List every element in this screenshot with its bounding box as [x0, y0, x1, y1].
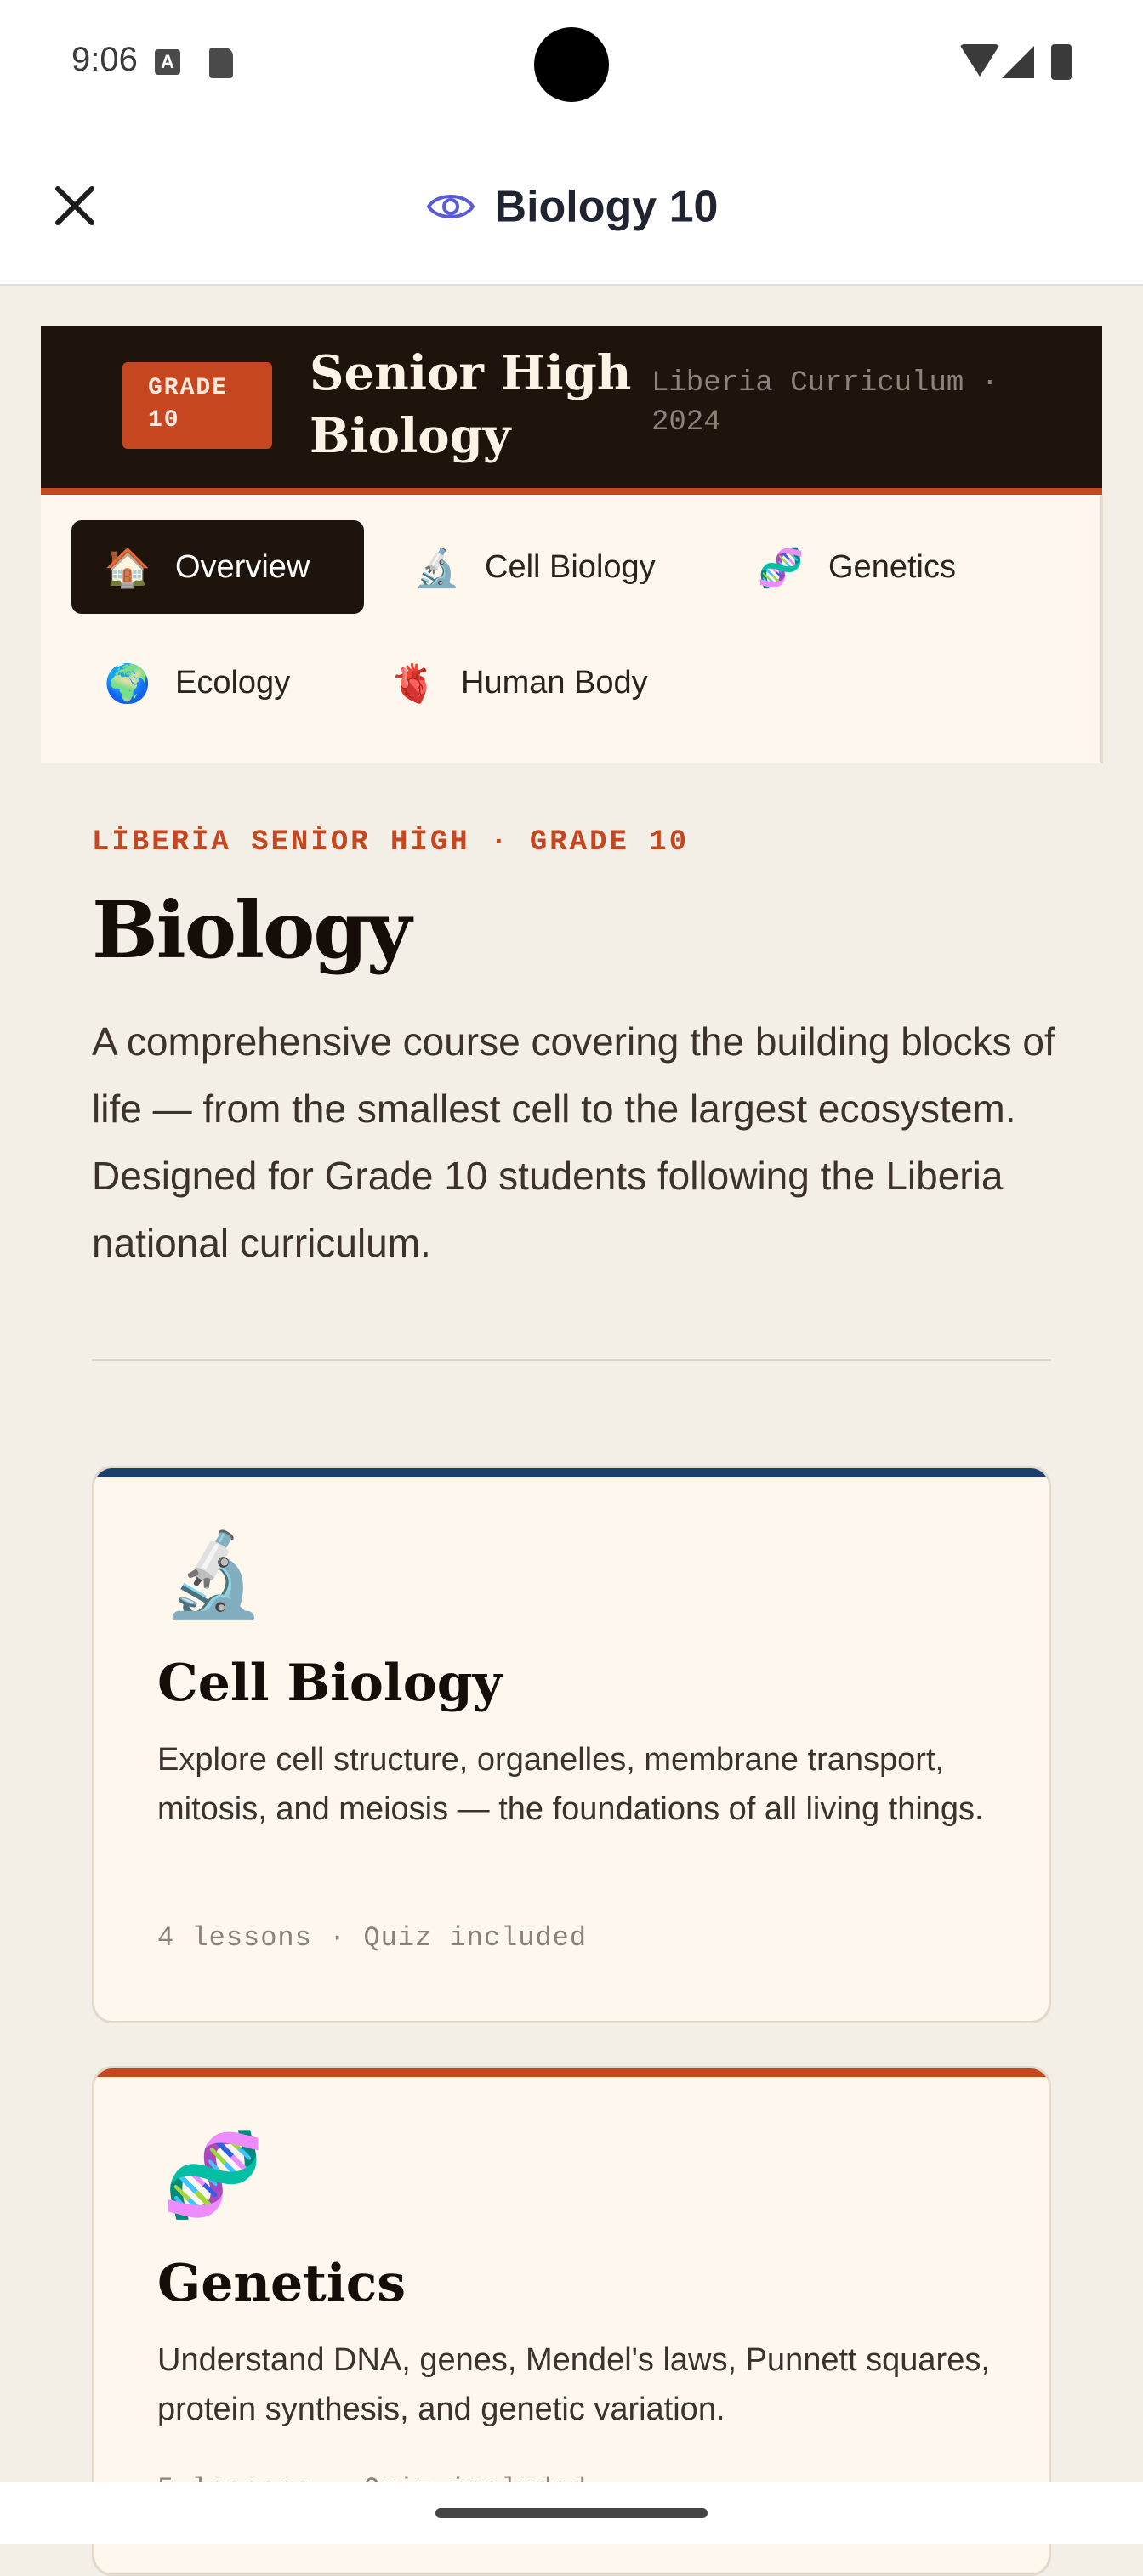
microscope-icon: 🔬 — [413, 547, 461, 589]
a-notification-icon: A — [155, 49, 180, 75]
card-description: Understand DNA, genes, Mendel's laws, Punnett squares, protein synthesis, and genetic variation. — [157, 2342, 990, 2427]
app-bar-title-row — [0, 179, 1143, 232]
app-bar — [0, 128, 1143, 286]
topic-card-cell-biology[interactable] — [92, 1466, 1051, 2023]
banner-title: Senior High Biology — [310, 345, 632, 464]
tab-label: Genetics — [828, 549, 956, 585]
home-gesture-handle[interactable] — [435, 2508, 708, 2518]
battery-icon — [1051, 44, 1072, 80]
card-title: Genetics — [157, 2254, 407, 2313]
card-description: Explore cell structure, organelles, membrane transport, mitosis, and meiosis — the foundations of all living things. — [157, 1742, 984, 1827]
topic-tabs — [41, 495, 1103, 763]
dna-icon: 🧬 — [162, 2130, 264, 2221]
course-eyebrow: LİBERİA SENİOR HİGH · GRADE 10 — [92, 826, 690, 859]
house-icon: 🏠 — [104, 547, 151, 589]
tab-label: Cell Biology — [485, 549, 656, 585]
app-bar-title: Biology 10 — [494, 182, 719, 232]
status-bar — [0, 0, 1143, 128]
banner-subtitle: Liberia Curriculum · 2024 — [651, 367, 999, 439]
eye-icon — [425, 190, 476, 224]
tab-label: Overview — [175, 549, 310, 585]
divider — [92, 1359, 1051, 1361]
heart-icon: 🫀 — [390, 662, 437, 705]
card-title: Cell Biology — [157, 1654, 503, 1713]
tab-label: Ecology — [175, 665, 291, 701]
card-accent-bar — [94, 2068, 1049, 2077]
tab-cell-biology[interactable] — [412, 520, 701, 614]
camera-cutout — [534, 27, 609, 102]
tab-genetics[interactable] — [755, 520, 1010, 614]
course-intro: A comprehensive course covering the building blocks of life — from the smallest cell to the largest ecosystem. Designed for Grade 10 students following the Liberia national curriculum. — [92, 1019, 1055, 1265]
tab-ecology[interactable] — [102, 636, 357, 729]
globe-icon: 🌍 — [104, 662, 151, 705]
dna-icon: 🧬 — [757, 547, 805, 589]
tab-label: Human Body — [461, 665, 648, 701]
sd-card-icon — [209, 48, 233, 78]
course-banner — [41, 326, 1102, 495]
wifi-icon — [959, 44, 1000, 77]
tab-overview[interactable] — [71, 520, 364, 614]
microscope-icon: 🔬 — [162, 1529, 264, 1620]
status-time: 9:06 — [71, 41, 138, 78]
signal-icon — [1002, 46, 1034, 78]
system-nav-bar — [0, 2482, 1143, 2544]
card-accent-bar — [94, 1468, 1049, 1477]
grade-badge: GRADE 10 — [122, 362, 272, 449]
page-title: Biology — [92, 884, 411, 976]
card-meta: 4 lessons · Quiz included — [157, 1922, 588, 1954]
tab-human-body[interactable] — [388, 636, 694, 729]
